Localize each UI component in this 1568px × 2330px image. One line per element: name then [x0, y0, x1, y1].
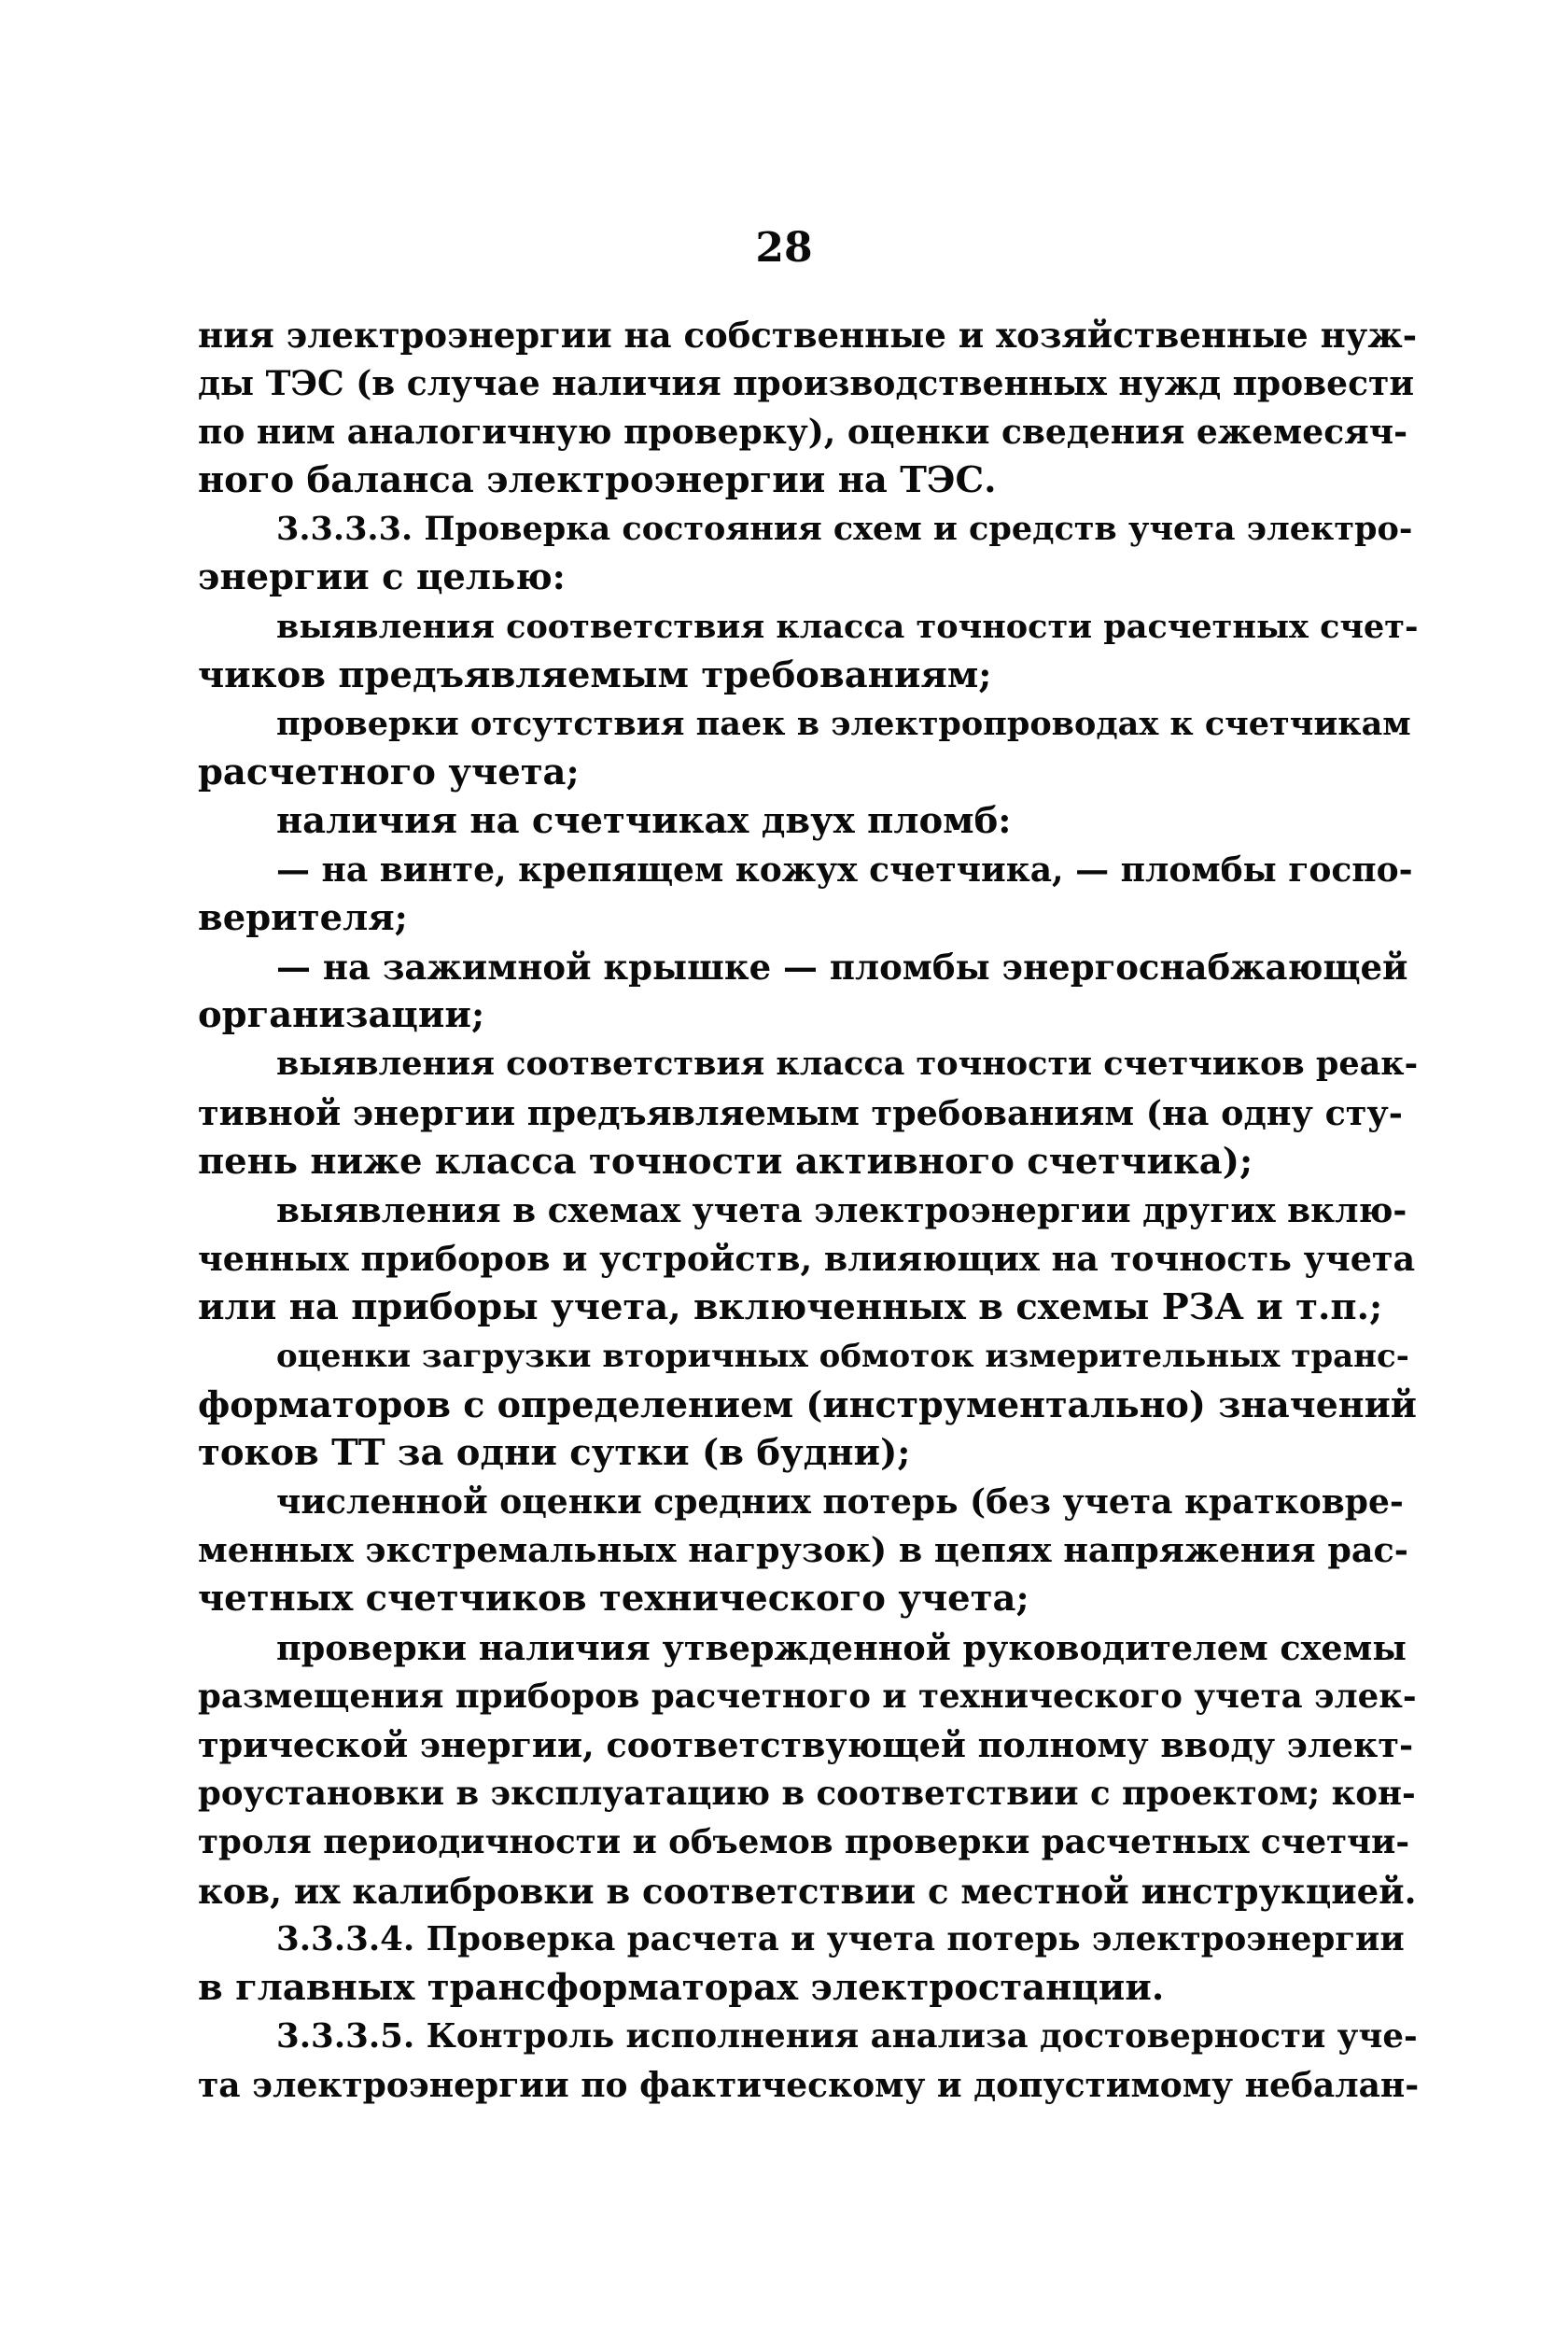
text-line: организации;	[198, 994, 485, 1037]
text-line: выявления соответствия класса точности счетчиков реак-	[276, 1045, 1419, 1084]
text-line: по ним аналогичную проверку), оценки сведения ежемесяч-	[198, 413, 1408, 453]
body-text	[198, 311, 1419, 2110]
text-line: ченных приборов и устройств, влияющих на точность учета	[198, 1238, 1416, 1279]
text-line: троля периодичности и объемов проверки расчетных счетчи-	[198, 1822, 1410, 1861]
text-line: та электроэнергии по фактическому и допустимому небалан-	[198, 2066, 1420, 2106]
text-line: выявления в схемах учета электроэнергии других вклю-	[276, 1190, 1407, 1230]
text-line: проверки отсутствия паек в электропроводах к счетчикам	[276, 704, 1411, 743]
text-line: трической энергии, соответствующей полному вводу элект-	[198, 1724, 1414, 1765]
text-line: размещения приборов расчетного и технического учета элек-	[198, 1677, 1417, 1716]
page-number: 28	[755, 224, 813, 272]
text-line: 3.3.3.5. Контроль исполнения анализа достоверности уче-	[276, 2017, 1418, 2056]
text-line: ния электроэнергии на собственные и хозяйственные нуж-	[198, 315, 1418, 356]
text-line: менных экстремальных нагрузок) в цепях напряжения рас-	[198, 1530, 1408, 1571]
text-line: численной оценки средних потерь (без учета кратковре-	[276, 1482, 1404, 1523]
text-line: энергии с целью:	[198, 556, 566, 599]
text-line: проверки наличия утвержденной руководителем схемы	[276, 1627, 1407, 1668]
text-line: верителя;	[198, 897, 408, 940]
text-line: пень ниже класса точности активного счетчика);	[198, 1140, 1253, 1183]
text-line: токов ТТ за одни сутки (в будни);	[198, 1432, 911, 1475]
text-line: 3.3.3.4. Проверка расчета и учета потерь электроэнергии	[276, 1920, 1405, 1959]
text-line: расчетного учета;	[198, 751, 580, 793]
text-line: тивной энергии предъявляемым требованиям (на одну сту-	[198, 1092, 1403, 1133]
text-line: в главных трансформаторах электростанции.	[198, 1967, 1165, 2010]
text-line: 3.3.3.3. Проверка состояния схем и средств учета электро-	[276, 510, 1413, 549]
text-line: ков, их калибровки в соответствии с местной инструкцией.	[198, 1871, 1417, 1912]
text-line: ного баланса электроэнергии на ТЭС.	[198, 459, 997, 502]
text-line: чиков предъявляемым требованиям;	[198, 653, 992, 696]
text-line: наличия на счетчиках двух пломб:	[276, 799, 1012, 842]
text-line: выявления соответствия класса точности расчетных счет-	[276, 607, 1419, 646]
text-line: роустановки в эксплуатацию в соответствии с проектом; кон-	[198, 1774, 1416, 1813]
text-line: четных счетчиков технического учета;	[198, 1578, 1029, 1621]
text-line: оценки загрузки вторичных обмоток измерительных транс-	[276, 1337, 1409, 1375]
text-line: — на зажимной крышке — пломбы энергоснабжающей	[276, 947, 1408, 989]
text-line: — на винте, крепящем кожух счетчика, — пломбы госпо-	[276, 850, 1413, 891]
text-line: или на приборы учета, включенных в схемы РЗА и т.п.;	[198, 1285, 1383, 1328]
text-line: форматоров с определением (инструментально) значений	[198, 1383, 1417, 1426]
text-line: ды ТЭС (в случае наличия производственных нужд провести	[198, 364, 1415, 404]
